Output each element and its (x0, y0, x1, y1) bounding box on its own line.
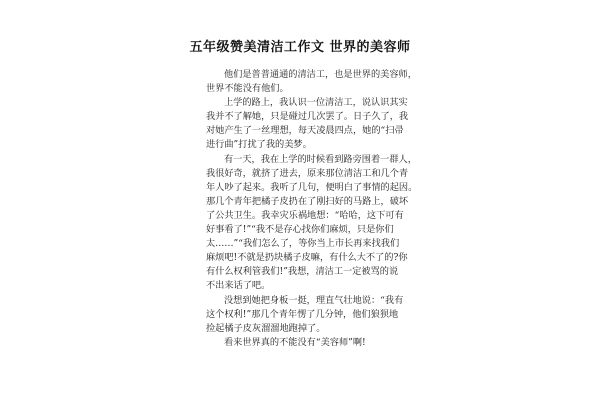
paragraph-2-line-3: 对她产生了一丝理想，每天凌晨四点，她的“扫帚 (206, 125, 404, 137)
paragraph-1-line-2: 世界不能没有他们。 (206, 83, 289, 95)
article-body (206, 68, 418, 350)
paragraph-4-line-3: 捡起橘子皮灰溜溜地跑掉了。 (206, 322, 326, 334)
paragraph-3-line-4: 那几个青年把橘子皮扔在了刚扫好的马路上，破坏 (206, 195, 409, 207)
paragraph-5-line-1: 看来世界真的不能没有“美容师”啊! (224, 336, 366, 348)
paragraph-4-line-1: 没想到她把身板一挺，理直气壮地说：“我有 (224, 294, 404, 306)
paragraph-2-line-2: 我并不了解她，只是碰过几次罢了。日子久了，我 (206, 111, 409, 123)
paragraph-2-line-1: 上学的路上，我认识一位清洁工，说认识其实 (224, 97, 408, 109)
paragraph-1-line-1: 他们是普普通通的清洁工，也是世界的美容师， (224, 69, 417, 80)
paragraph-4-line-2: 这个权利!”那几个青年愣了几分钟，他们狼狈地 (206, 308, 399, 320)
article-title: 五年级赞美清洁工作文 世界的美容师 (189, 40, 411, 55)
paragraph-3-line-2: 我很好奇，就挤了进去，原来那位清洁工和几个青 (206, 167, 409, 179)
paragraph-3-line-8: 麻烦吧!不就是扔块橘子皮嘛，有什么大不了的?你 (206, 252, 408, 264)
paragraph-3-line-7: 太……”“我们怎么了，等你当上市长再来找我们 (206, 238, 400, 250)
paragraph-3-line-1: 有一天，我在上学的时候看到路旁围着一群人， (224, 153, 417, 165)
paragraph-2-line-4: 进行曲”打扰了我的美梦。 (206, 139, 312, 151)
paragraph-3-line-9: 有什么权利管我们!”我想，清洁工一定被骂的说 (206, 266, 399, 278)
paragraph-3-line-3: 年人吵了起来。我听了几句，便明白了事情的起因。 (206, 181, 418, 193)
paragraph-3-line-5: 了公共卫生。我幸灾乐祸地想：“哈哈，这下可有 (206, 209, 404, 221)
paragraph-3-line-10: 不出来话了吧。 (206, 280, 271, 292)
paragraph-3-line-6: 好事看了!”“我不是存心找你们麻烦，只是你们 (206, 224, 394, 236)
